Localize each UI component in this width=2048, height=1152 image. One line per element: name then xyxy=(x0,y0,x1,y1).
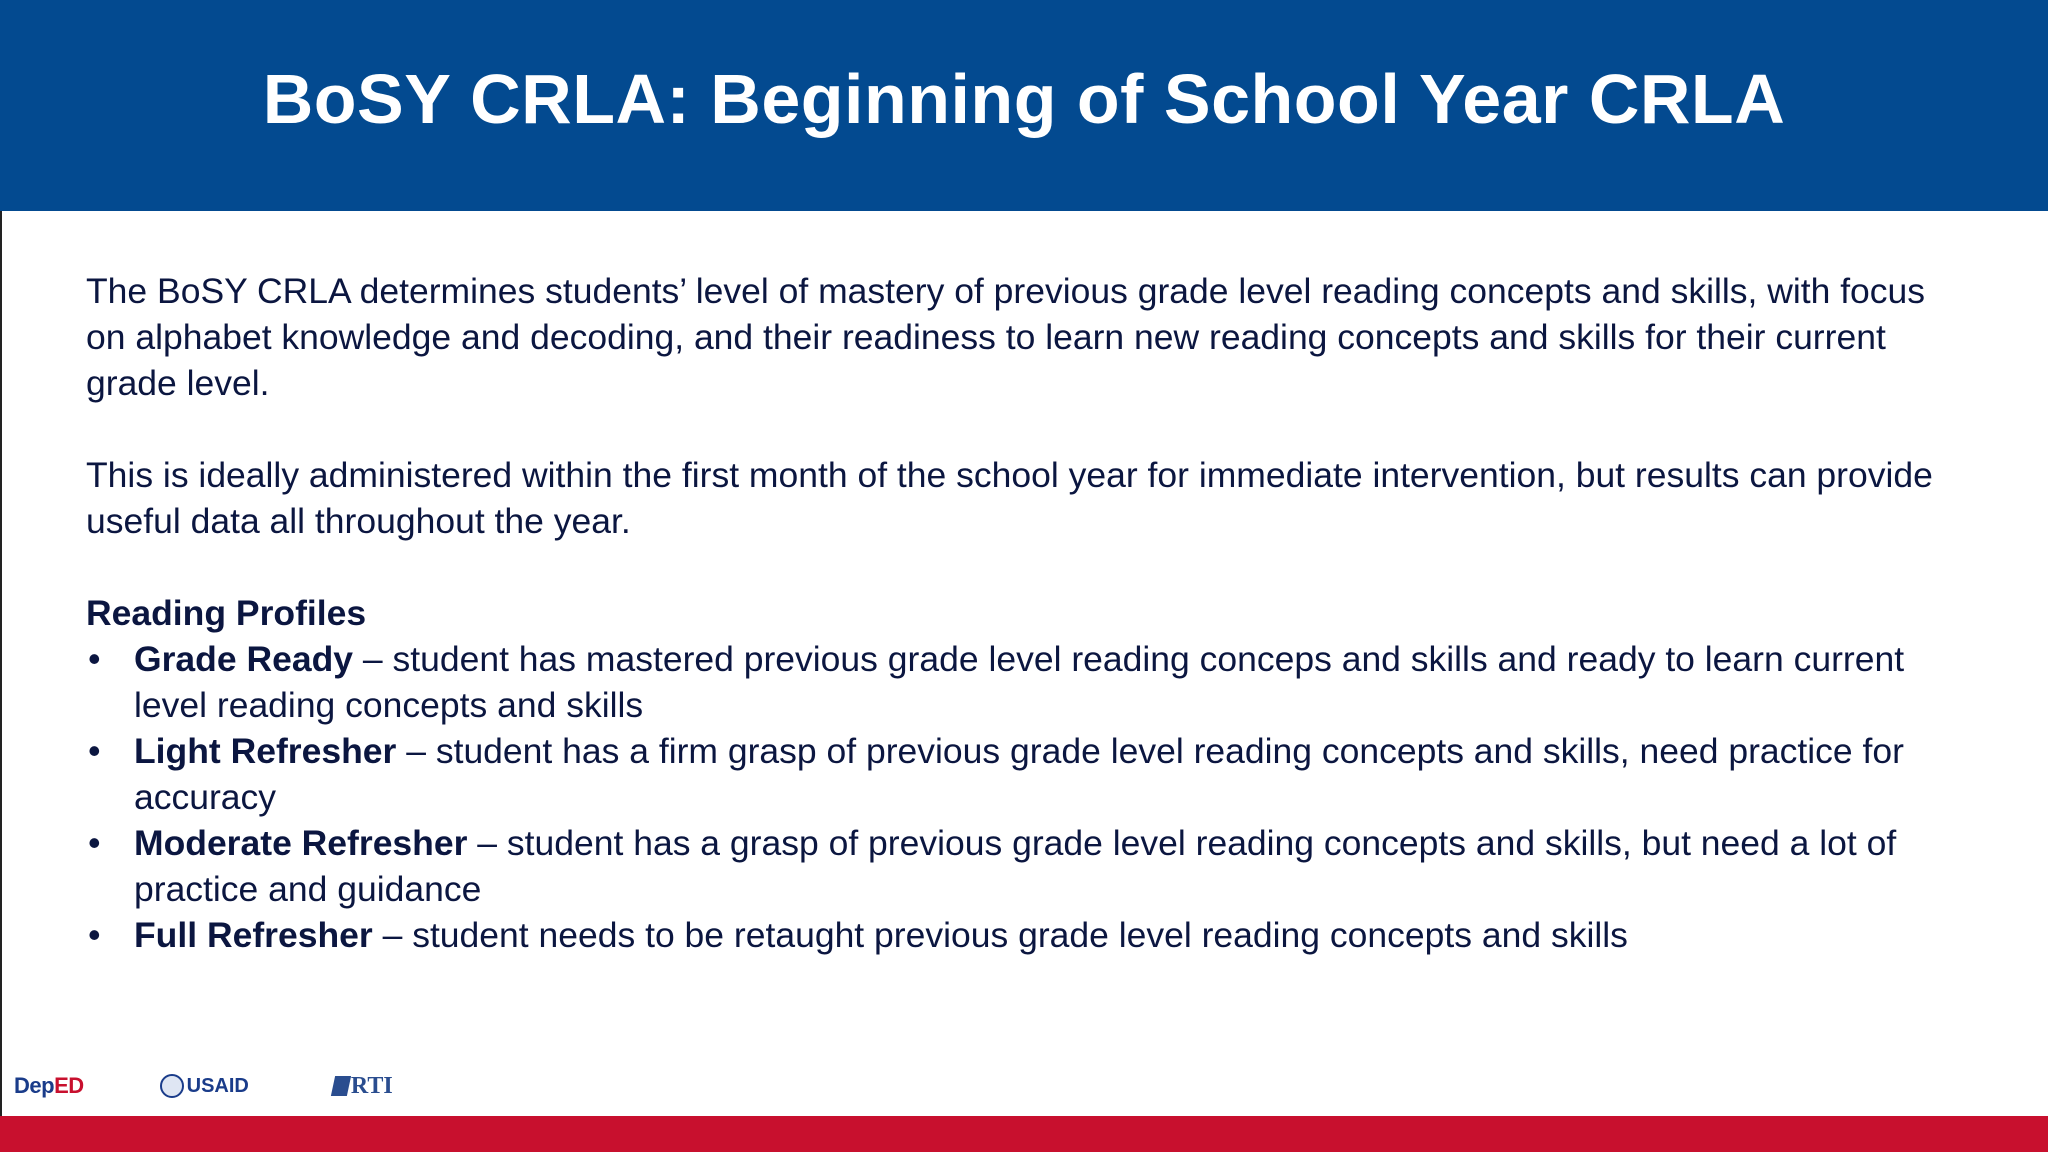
reading-profiles-heading: Reading Profiles xyxy=(86,593,367,633)
deped-logo-text-b: ED xyxy=(54,1073,84,1098)
profile-item-moderate-refresher xyxy=(86,820,1966,912)
profile-description: – student needs to be retaught previous grade level reading concepts and skills xyxy=(372,915,1628,955)
title-banner xyxy=(0,0,2048,211)
footer-logos xyxy=(14,1064,393,1108)
profile-name: Moderate Refresher xyxy=(134,823,468,863)
profile-name: Light Refresher xyxy=(134,731,397,771)
usaid-seal-icon xyxy=(160,1074,184,1098)
profile-description: – student has a firm grasp of previous grade level reading concepts and skills, need practice for accuracy xyxy=(134,731,1904,817)
profile-name: Full Refresher xyxy=(134,915,373,955)
profile-description: – student has a grasp of previous grade level reading concepts and skills, but need a lot of practice and guidance xyxy=(134,823,1897,909)
rti-logo-text: RTI xyxy=(350,1072,393,1099)
usaid-logo xyxy=(160,1074,249,1098)
profile-item-full-refresher xyxy=(86,912,1966,958)
profile-item-grade-ready xyxy=(86,636,1966,728)
profile-name: Grade Ready xyxy=(134,639,354,679)
reading-profiles-list xyxy=(86,636,1966,958)
footer-color-bar xyxy=(0,1116,2048,1152)
profile-item-light-refresher xyxy=(86,728,1966,820)
intro-paragraph: The BoSY CRLA determines students’ level of mastery of previous grade level reading concepts and skills, with focus on alphabet knowledge and decoding, and their readiness to learn new reading concepts and skills for their current grade level. xyxy=(86,271,1926,403)
profile-description: – student has mastered previous grade level reading conceps and skills and ready to learn current level reading concepts and skills xyxy=(134,639,1905,725)
slide-body xyxy=(86,268,1966,958)
slide-title: BoSY CRLA: Beginning of School Year CRLA xyxy=(262,59,1786,138)
usaid-logo-text: USAID xyxy=(186,1074,249,1097)
rti-logo xyxy=(333,1073,393,1100)
rti-mark-icon xyxy=(331,1076,351,1096)
deped-logo xyxy=(14,1073,84,1099)
deped-logo-text-a: Dep xyxy=(14,1073,55,1098)
administration-paragraph: This is ideally administered within the first month of the school year for immediate intervention, but results can provide useful data all throughout the year. xyxy=(86,455,1933,541)
